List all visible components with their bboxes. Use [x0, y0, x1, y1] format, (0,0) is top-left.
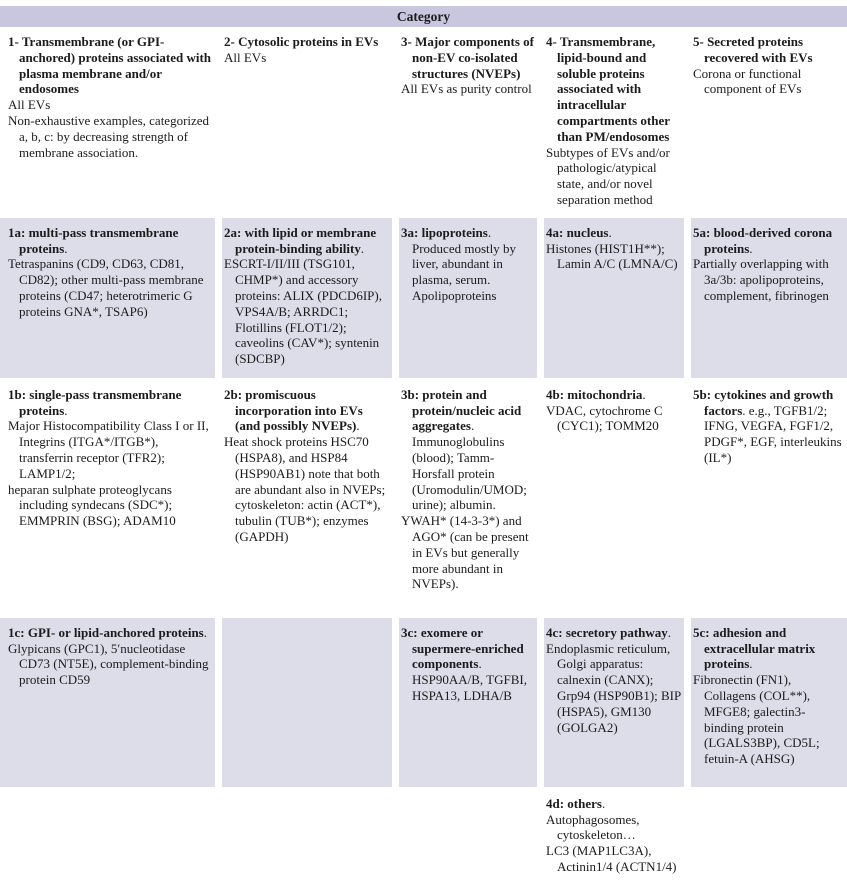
cell-2a — [222, 218, 392, 378]
subcategory-examples: . — [360, 240, 365, 256]
cell-paragraph — [546, 812, 681, 844]
subcategory-label: 5a: blood-derived corona proteins — [693, 224, 833, 256]
subcategory-examples: . — [64, 240, 68, 256]
subcategory-examples: . — [356, 418, 360, 434]
subcategory-examples: LC3 (MAP1LC3A), Actinin1/4 (ACTN1/4) — [546, 843, 677, 874]
cell-paragraph — [546, 34, 681, 145]
subcategory-examples: . — [608, 224, 612, 240]
subcategory-label: 4d: others — [546, 795, 602, 811]
cell-paragraph — [546, 625, 681, 641]
subcategory-examples: Subtypes of EVs and/or pathologic/atypical state, and/or novel separation method — [546, 144, 670, 207]
cell-paragraph — [224, 50, 389, 66]
ev-protein-category-table — [0, 6, 847, 880]
subcategory-label: 5c: adhesion and extracellular matrix proteins — [693, 624, 816, 672]
table-header-category-label: Category — [396, 9, 451, 24]
subcategory-examples: . Immunoglobulins (blood); Tamm-Horsfall protein (Uromodulin/UMOD; urine); albumin. — [412, 418, 527, 513]
table-row-main-categories — [0, 27, 847, 218]
cell-paragraph — [401, 34, 534, 81]
cell-paragraph — [693, 625, 844, 672]
subcategory-label: 1b: single-pass transmembrane proteins — [8, 386, 182, 418]
cell-paragraph — [401, 513, 534, 592]
subcategory-label: 4b: mitochondria — [546, 386, 643, 402]
subcategory-examples: . Produced mostly by liver, abundant in plasma, serum. Apolipoproteins — [412, 224, 516, 303]
cell-paragraph — [546, 145, 681, 208]
cell-3a — [399, 218, 537, 378]
cell-4d — [544, 789, 684, 885]
cell-category-2 — [222, 27, 392, 218]
cell-paragraph — [546, 843, 681, 875]
table-row-b — [0, 380, 847, 617]
cell-category-3 — [399, 27, 537, 218]
cell-paragraph — [546, 387, 681, 403]
subcategory-examples: . — [601, 795, 606, 811]
cell-paragraph — [546, 241, 681, 273]
cell-paragraph — [224, 34, 389, 50]
cell-paragraph — [8, 418, 212, 481]
cell-1b — [0, 380, 215, 617]
table-row-d — [0, 789, 847, 885]
subcategory-label: 3b: protein and protein/nucleic acid aggregates — [401, 386, 522, 434]
cell-5c — [691, 618, 847, 787]
subcategory-examples: Histones (HIST1H**); Lamin A/C (LMNA/C) — [546, 240, 678, 272]
cell-2d-empty — [222, 789, 392, 885]
cell-paragraph — [8, 113, 212, 160]
subcategory-examples: All EVs — [8, 97, 51, 113]
cell-5b — [691, 380, 847, 617]
subcategory-examples: Glypicans (GPC1), 5′nucleotidase CD73 (NT5E), complement-binding protein CD59 — [8, 640, 209, 688]
subcategory-label: 2a: with lipid or membrane protein-binding ability — [224, 224, 377, 256]
subcategory-examples: Heat shock proteins HSC70 (HSPA8), and HSP84 (HSP90AB1) note that both are abundant also in NVEPs; cytoskeleton: actin (ACT*), tubulin (TUB*); enzymes (GAPDH) — [224, 434, 386, 544]
cell-paragraph — [8, 387, 212, 419]
subcategory-examples: Fibronectin (FN1), Collagens (COL**), MFGE8; galectin3-binding protein (LGALS3BP), CD5L; fetuin-A (AHSG) — [693, 672, 820, 767]
cell-paragraph — [401, 225, 534, 304]
cell-paragraph — [8, 482, 212, 529]
subcategory-examples: VDAC, cytochrome C (CYC1); TOMM20 — [546, 402, 663, 434]
cell-paragraph — [8, 641, 212, 688]
subcategory-label: 2b: promiscuous incorporation into EVs (and possibly NVEPs) — [224, 386, 363, 434]
subcategory-examples: Non-exhaustive examples, categorized a, b, c: by decreasing strength of membrane association. — [8, 112, 210, 160]
cell-paragraph — [401, 81, 534, 97]
cell-5a — [691, 218, 847, 378]
subcategory-examples: All EVs — [224, 49, 267, 65]
cell-category-4 — [544, 27, 684, 218]
subcategory-examples: . — [749, 656, 753, 672]
subcategory-examples: . — [667, 624, 672, 640]
subcategory-examples: YWAH* (14-3-3*) and AGO* (can be present in EVs but generally more abundant in NVEPs). — [401, 513, 529, 592]
subcategory-examples: . — [64, 402, 68, 418]
subcategory-label: 3a: lipoproteins — [401, 224, 488, 240]
subcategory-label: 1c: GPI- or lipid-anchored proteins — [8, 624, 204, 640]
cell-paragraph — [8, 225, 212, 257]
cell-5d-empty — [691, 789, 847, 885]
cell-paragraph — [224, 434, 389, 545]
table-header-band — [0, 6, 847, 27]
cell-paragraph — [8, 256, 212, 319]
cell-1d-empty — [0, 789, 215, 885]
cell-paragraph — [8, 97, 212, 113]
cell-1c — [0, 618, 215, 787]
cell-paragraph — [546, 225, 681, 241]
subcategory-label: 5- Secreted proteins recovered with EVs — [693, 34, 813, 65]
subcategory-label: 1a: multi-pass transmembrane proteins — [8, 224, 179, 256]
cell-paragraph — [224, 387, 389, 434]
cell-category-1 — [0, 27, 215, 218]
subcategory-label: 4c: secretory pathway — [546, 624, 668, 640]
cell-paragraph — [693, 672, 844, 767]
subcategory-examples: . — [203, 624, 207, 640]
cell-category-5 — [691, 27, 847, 218]
cell-paragraph — [224, 256, 389, 367]
cell-2b — [222, 380, 392, 617]
cell-3d-empty — [399, 789, 537, 885]
cell-paragraph — [546, 403, 681, 435]
cell-3c — [399, 618, 537, 787]
cell-4c — [544, 618, 684, 787]
table-row-a — [0, 218, 847, 378]
cell-paragraph — [693, 66, 844, 98]
cell-paragraph — [401, 625, 534, 704]
cell-3b — [399, 380, 537, 617]
cell-paragraph — [546, 796, 681, 812]
subcategory-examples: Partially overlapping with 3a/3b: apolipoproteins, complement, fibrinogen — [693, 256, 829, 303]
subcategory-label: 1- Transmembrane (or GPI-anchored) proteins associated with plasma membrane and/or endosomes — [8, 34, 211, 97]
subcategory-examples: Tetraspanins (CD9, CD63, CD81, CD82); other multi-pass membrane proteins (CD47; heterotrimeric G proteins GNA*, TSAP6) — [8, 256, 204, 319]
subcategory-examples: Major Histocompatibility Class I or II, Integrins (ITGA*/ITGB*), transferrin receptor (TFR2); LAMP1/2; — [8, 418, 209, 481]
cell-4b — [544, 380, 684, 617]
cell-paragraph — [224, 225, 389, 257]
subcategory-examples: . — [642, 386, 646, 402]
subcategory-label: 3- Major components of non-EV co-isolated structures (NVEPs) — [401, 34, 534, 81]
subcategory-label: 4- Transmembrane, lipid-bound and soluble proteins associated with intracellular compartments other than PM/endosomes — [546, 34, 670, 144]
subcategory-label: 5b: cytokines and growth factors — [693, 386, 834, 418]
table-row-c — [0, 618, 847, 787]
subcategory-examples: heparan sulphate proteoglycans including syndecans (SDC*); EMMPRIN (BSG); ADAM10 — [8, 481, 176, 529]
subcategory-examples: ESCRT-I/II/III (TSG101, CHMP*) and accessory proteins: ALIX (PDCD6IP), VPS4A/B; ARRDC1; Flotillins (FLOT1/2); caveolins (CAV*); syntenin (SDCBP) — [224, 256, 382, 367]
cell-2c-empty — [222, 618, 392, 787]
cell-paragraph — [8, 625, 212, 641]
subcategory-examples: Endoplasmic reticulum, Golgi apparatus: calnexin (CANX); Grp94 (HSP90B1); BIP (HSPA5), GM130 (GOLGA2) — [546, 640, 681, 735]
subcategory-label: 3c: exomere or supermere-enriched components — [401, 624, 524, 672]
subcategory-examples: . — [749, 240, 753, 256]
cell-paragraph — [693, 34, 844, 66]
cell-paragraph — [693, 225, 844, 257]
cell-paragraph — [693, 256, 844, 303]
cell-paragraph — [8, 34, 212, 97]
cell-4a — [544, 218, 684, 378]
subcategory-label: 4a: nucleus — [546, 224, 609, 240]
subcategory-examples: . e.g., TGFB1/2; IFNG, VEGFA, FGF1/2, PDGF*, EGF, interleukins (IL*) — [704, 402, 842, 465]
subcategory-examples: Corona or functional component of EVs — [693, 65, 802, 97]
cell-1a — [0, 218, 215, 378]
subcategory-label: 2- Cytosolic proteins in EVs — [224, 34, 379, 49]
subcategory-examples: Autophagosomes, cytoskeleton… — [546, 811, 640, 843]
subcategory-examples: . HSP90AA/B, TGFBI, HSPA13, LDHA/B — [412, 656, 527, 703]
subcategory-examples: All EVs as purity control — [401, 81, 532, 97]
cell-paragraph — [693, 387, 844, 466]
cell-paragraph — [401, 387, 534, 513]
cell-paragraph — [546, 641, 681, 736]
